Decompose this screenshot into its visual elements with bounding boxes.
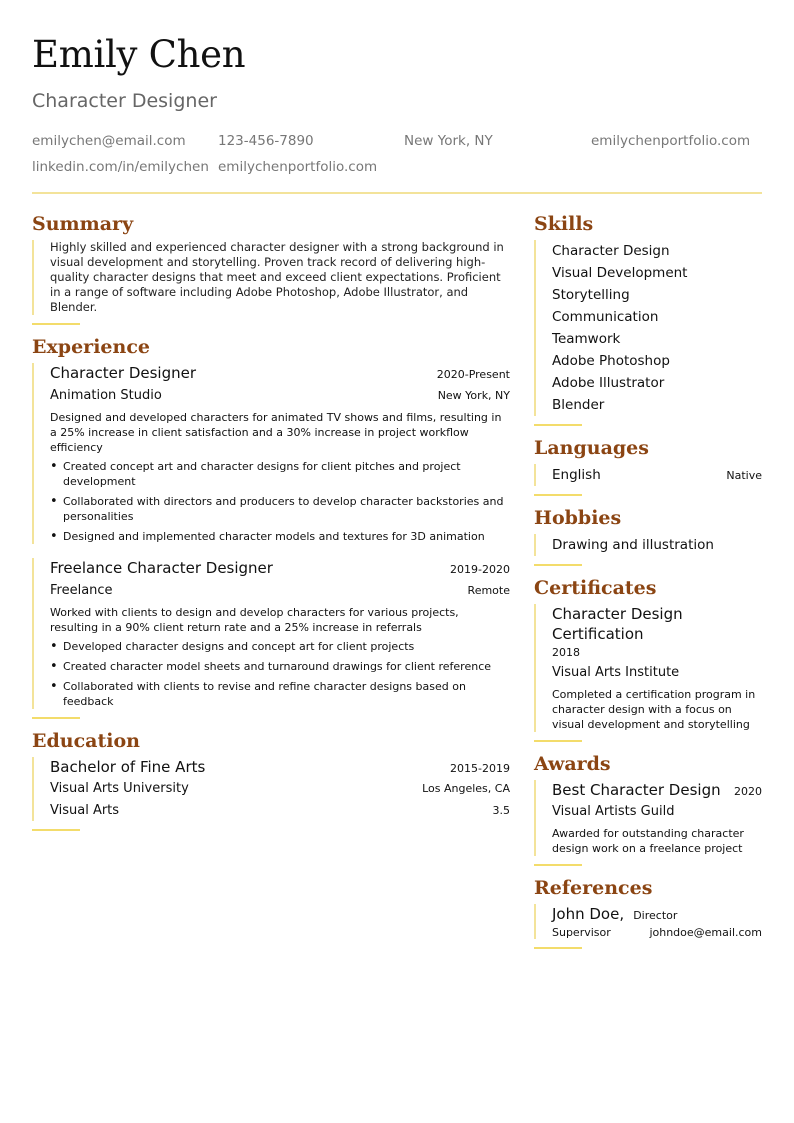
section-underline (32, 323, 80, 325)
job-company: Freelance (50, 583, 113, 598)
hobbies-title: Hobbies (534, 507, 622, 529)
job-location: Remote (467, 584, 510, 597)
contact-phone: 123-456-7890 (218, 133, 314, 149)
reference-position: Director (633, 909, 678, 922)
experience-item (32, 363, 510, 544)
experience-section (32, 335, 510, 719)
languages-section (534, 436, 762, 496)
candidate-role: Character Designer (32, 90, 217, 112)
experience-item (32, 558, 510, 709)
section-underline (534, 424, 582, 426)
summary-text: Highly skilled and experienced character designer with a strong background in visual development and storytelling. Proven track record of delivering high-quality character designs that meet and exceed client expectations. Proficient in a range of software including Adobe Photoshop, Adobe Illustrator, and Blender. (50, 240, 504, 314)
certificate-description: Completed a certification program in character design with a focus on visual development and storytelling (552, 688, 756, 731)
education-dates: 2015-2019 (450, 762, 510, 775)
header-divider (32, 192, 762, 194)
education-title: Education (32, 730, 140, 752)
skill-item: Storytelling (552, 287, 630, 303)
certificate-name: Character Design Certification (552, 605, 683, 643)
language-level: Native (726, 469, 762, 482)
references-section (534, 876, 762, 949)
skill-item: Visual Development (552, 265, 688, 281)
job-bullet: • Created character model sheets and turnaround drawings for client reference (50, 659, 510, 674)
job-title: Character Designer (50, 364, 197, 382)
summary-section (32, 212, 510, 325)
skill-item: Blender (552, 397, 605, 413)
job-bullet: • Developed character designs and concept art for client projects (50, 639, 510, 654)
job-bullet: • Created concept art and character designs for client pitches and project development (50, 459, 510, 489)
contact-email[interactable]: emilychen@email.com (32, 133, 186, 149)
skill-item: Adobe Photoshop (552, 353, 670, 369)
reference-relation: Supervisor (552, 926, 611, 939)
section-underline (534, 494, 582, 496)
section-underline (534, 564, 582, 566)
gpa: 3.5 (492, 804, 510, 817)
job-description: Worked with clients to design and develop characters for various projects, resulting in a 90% client return rate and a 25% increase in referrals (50, 606, 459, 634)
hobbies-section (534, 506, 762, 566)
job-description: Designed and developed characters for animated TV shows and films, resulting in a 25% increase in client satisfaction and a 30% increase in project workflow efficiency (50, 411, 502, 454)
education-section (32, 729, 510, 831)
right-column (534, 212, 762, 959)
languages-title: Languages (534, 437, 649, 459)
skills-title: Skills (534, 213, 594, 235)
section-underline (534, 740, 582, 742)
reference-email[interactable]: johndoe@email.com (649, 926, 762, 939)
certificate-issuer: Visual Arts Institute (552, 665, 680, 680)
job-bullets (50, 459, 510, 544)
section-underline (32, 829, 80, 831)
awards-title: Awards (534, 753, 611, 775)
summary-title: Summary (32, 213, 134, 235)
skill-item: Adobe Illustrator (552, 375, 665, 391)
job-dates: 2019-2020 (450, 563, 510, 576)
candidate-name: Emily Chen (32, 33, 246, 76)
contact-website[interactable]: emilychenportfolio.com (591, 133, 751, 149)
job-company: Animation Studio (50, 388, 162, 403)
skills-section (534, 212, 762, 426)
contact-linkedin[interactable]: linkedin.com/in/emilychen (32, 159, 209, 175)
job-bullet: • Collaborated with clients to revise and refine character designs based on feedback (50, 679, 510, 709)
school: Visual Arts University (50, 781, 189, 796)
section-underline (534, 864, 582, 866)
awards-section (534, 752, 762, 866)
references-title: References (534, 877, 653, 899)
contact-website-secondary[interactable]: emilychenportfolio.com (218, 159, 378, 175)
skill-item: Teamwork (552, 331, 621, 347)
skill-item: Communication (552, 309, 659, 325)
certificates-title: Certificates (534, 577, 657, 599)
award-year: 2020 (734, 785, 762, 798)
school-location: Los Angeles, CA (422, 782, 510, 795)
language-name: English (552, 467, 601, 483)
certificates-section (534, 576, 762, 742)
award-description: Awarded for outstanding character design work on a freelance project (552, 827, 744, 855)
award-name: Best Character Design (552, 781, 721, 799)
skill-item: Character Design (552, 243, 670, 259)
hobby-item: Drawing and illustration (552, 537, 714, 553)
award-issuer: Visual Artists Guild (552, 804, 675, 819)
resume-page (32, 32, 762, 959)
experience-title: Experience (32, 336, 150, 358)
field-of-study: Visual Arts (50, 803, 120, 818)
job-bullets (50, 639, 510, 709)
job-bullet: • Collaborated with directors and producers to develop character backstories and personalities (50, 494, 510, 524)
education-item (32, 757, 510, 821)
job-dates: 2020-Present (436, 368, 510, 381)
reference-name: John Doe, (552, 905, 625, 923)
section-underline (32, 717, 80, 719)
left-column (32, 212, 510, 959)
section-underline (534, 947, 582, 949)
contact-info (32, 128, 762, 180)
contact-location: New York, NY (404, 133, 493, 149)
degree: Bachelor of Fine Arts (50, 758, 206, 776)
job-title: Freelance Character Designer (50, 559, 273, 577)
job-bullet: • Designed and implemented character models and textures for 3D animation (50, 529, 510, 544)
job-location: New York, NY (437, 389, 510, 402)
certificate-year: 2018 (552, 646, 580, 659)
